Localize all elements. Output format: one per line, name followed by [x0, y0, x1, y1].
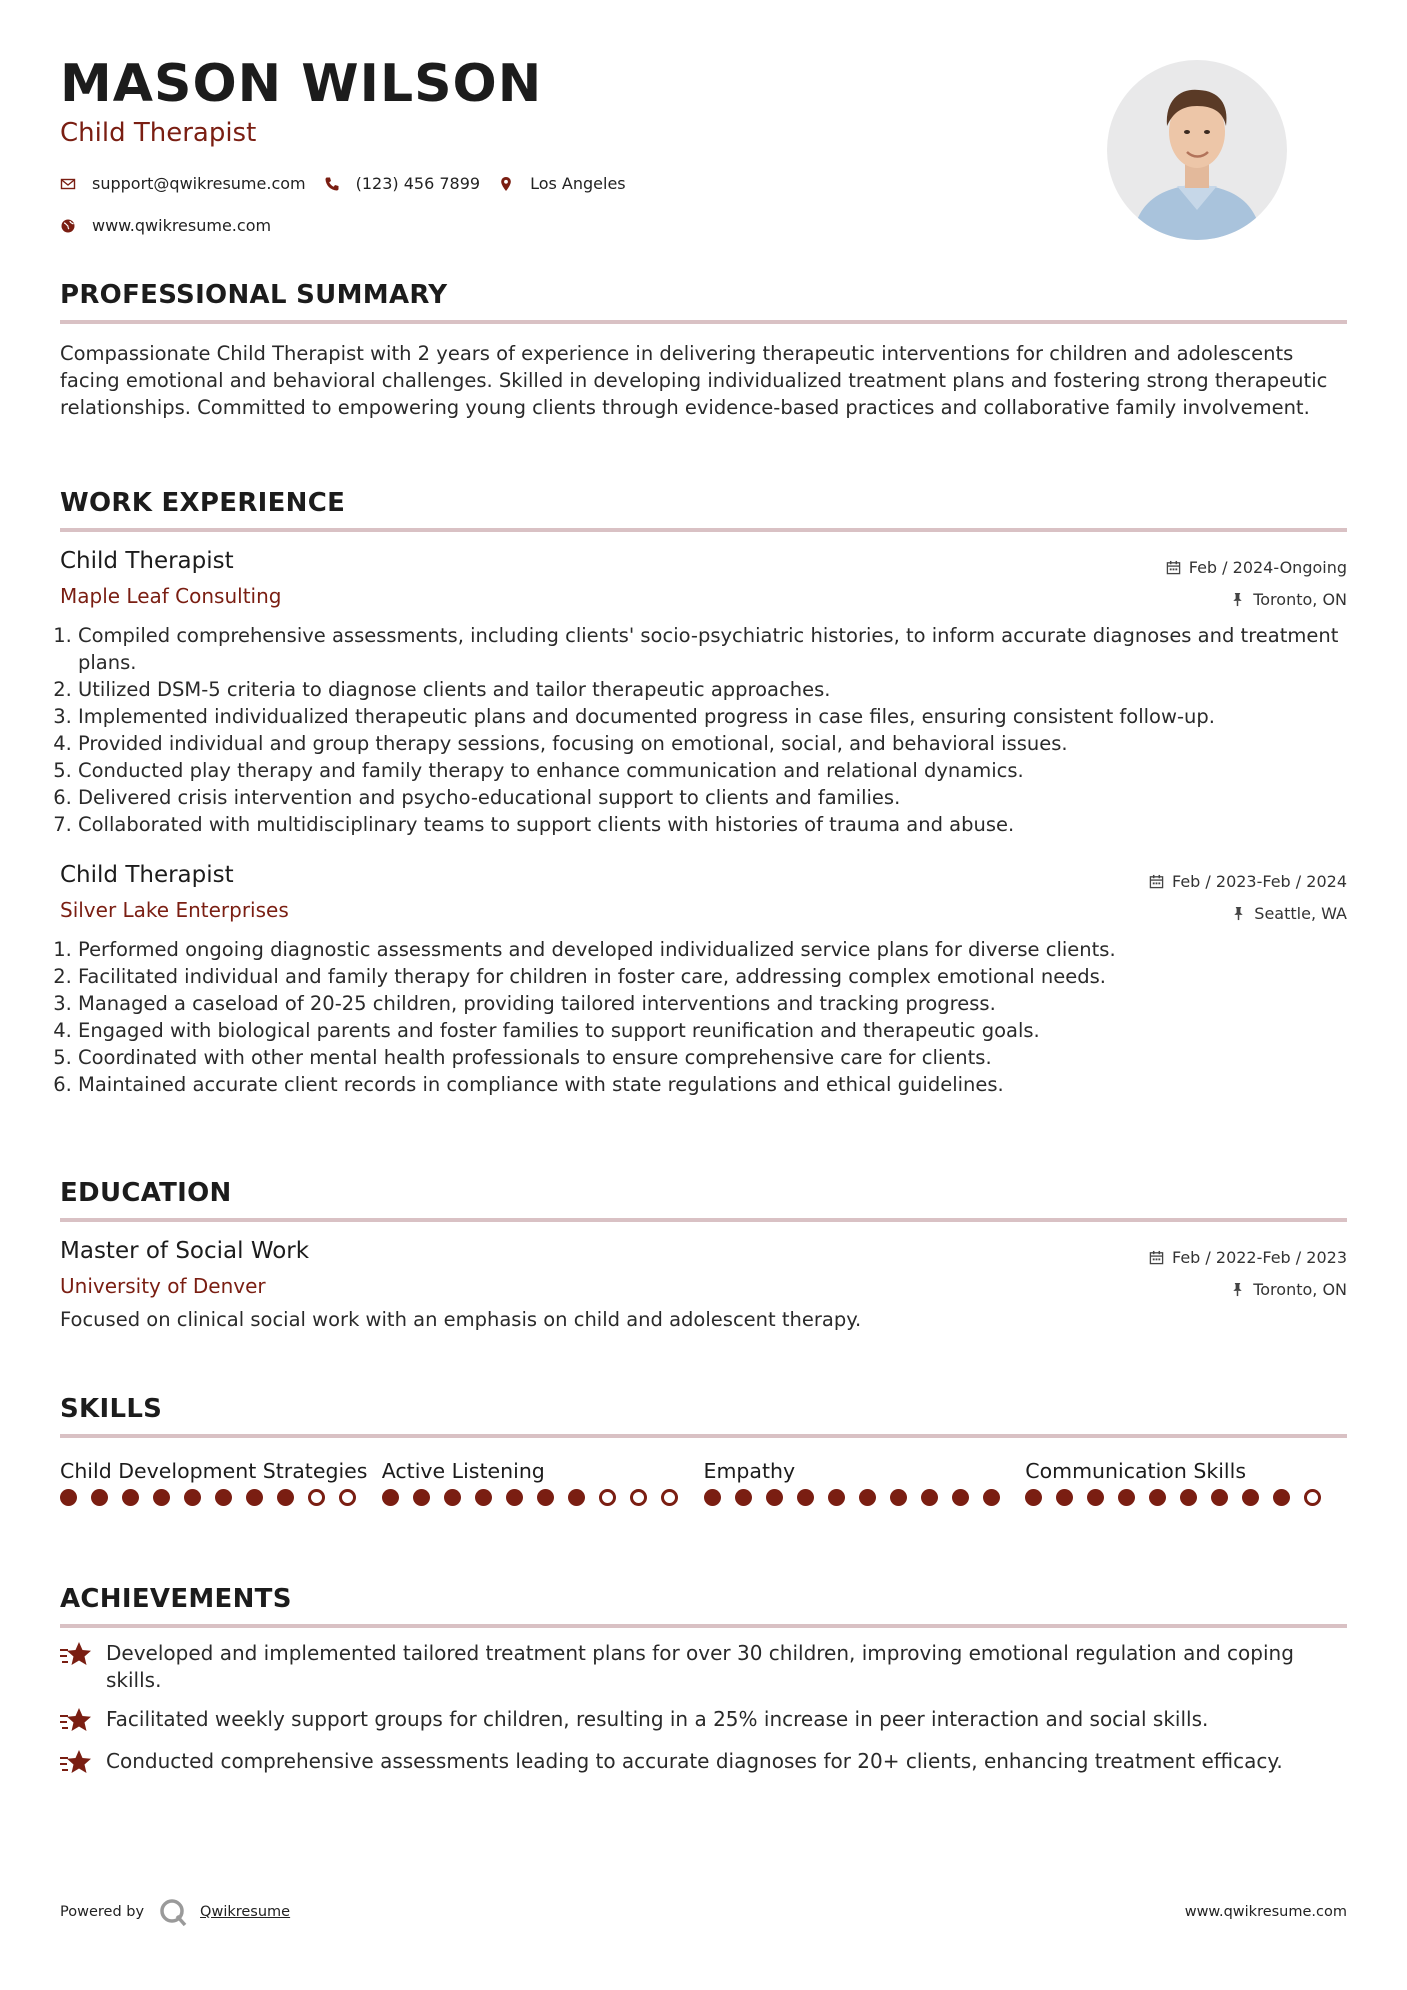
pushpin-icon	[1230, 1282, 1245, 1297]
contact-email[interactable]	[60, 174, 306, 193]
star-icon	[60, 1640, 92, 1670]
calendar-icon	[1166, 560, 1181, 575]
rating-dot-filled	[91, 1489, 108, 1506]
rating-dot-filled	[704, 1489, 721, 1506]
page-footer	[60, 1897, 1347, 1927]
calendar-icon	[1149, 1250, 1164, 1265]
rating-dot-filled	[1087, 1489, 1104, 1506]
powered-by-label: Powered by	[60, 1904, 145, 1920]
contact-location	[498, 174, 626, 193]
section-divider	[60, 1218, 1347, 1222]
education-description: Focused on clinical social work with an emphasis on child and adolescent therapy.	[60, 1308, 862, 1331]
rating-dot-filled	[537, 1489, 554, 1506]
rating-dot-filled	[1180, 1489, 1197, 1506]
rating-dot-filled	[184, 1489, 201, 1506]
section-divider	[60, 1624, 1347, 1628]
rating-dot-filled	[215, 1489, 232, 1506]
job-bullet: 2. Facilitated individual and family therapy for children in foster care, addressing complex emotional needs.	[78, 963, 1347, 990]
rating-dot-filled	[1149, 1489, 1166, 1506]
rating-dot-filled	[1273, 1489, 1290, 1506]
job-bullets	[60, 936, 1347, 1098]
skill-name: Empathy	[703, 1459, 796, 1483]
education-dates	[1149, 1248, 1347, 1267]
job-bullet: 5. Coordinated with other mental health professionals to ensure comprehensive care for clients.	[78, 1044, 1347, 1071]
rating-dot-empty	[630, 1489, 647, 1506]
job-entry	[60, 862, 1347, 1098]
envelope-icon	[60, 176, 76, 192]
rating-dot-filled	[506, 1489, 523, 1506]
job-location	[1231, 904, 1347, 923]
contact-phone[interactable]	[324, 174, 480, 193]
skills-heading: SKILLS	[60, 1394, 163, 1424]
skill-rating	[60, 1489, 382, 1506]
education-location-text: Toronto, ON	[1253, 1280, 1347, 1299]
rating-dot-filled	[568, 1489, 585, 1506]
skill-item	[382, 1458, 704, 1506]
achievement-item	[60, 1640, 1347, 1694]
star-icon	[60, 1748, 92, 1778]
rating-dot-filled	[859, 1489, 876, 1506]
calendar-icon	[1149, 874, 1164, 889]
rating-dot-filled	[60, 1489, 77, 1506]
rating-dot-filled	[983, 1489, 1000, 1506]
education-location	[1230, 1280, 1347, 1299]
section-divider	[60, 320, 1347, 324]
skill-rating	[704, 1489, 1026, 1506]
resume-header	[60, 0, 1347, 250]
skill-rating	[1025, 1489, 1347, 1506]
achievement-text: Developed and implemented tailored treatment plans for over 30 children, improving emotional regulation and coping skills.	[106, 1641, 1294, 1692]
job-bullet: 3. Managed a caseload of 20-25 children, providing tailored interventions and tracking progress.	[78, 990, 1347, 1017]
job-dates	[1149, 872, 1347, 891]
rating-dot-filled	[1242, 1489, 1259, 1506]
contact-row-website	[60, 216, 289, 235]
rating-dot-empty	[308, 1489, 325, 1506]
summary-heading: PROFESSIONAL SUMMARY	[60, 280, 448, 310]
location-text: Los Angeles	[530, 174, 626, 193]
skill-rating	[382, 1489, 704, 1506]
profile-photo	[1107, 60, 1287, 240]
phone-icon	[324, 176, 340, 192]
skill-name: Active Listening	[381, 1459, 545, 1483]
pushpin-icon	[1231, 906, 1246, 921]
education-heading: EDUCATION	[60, 1178, 232, 1208]
candidate-name: MASON WILSON	[60, 54, 543, 114]
job-bullet: 1. Performed ongoing diagnostic assessments and developed individualized service plans for diverse clients.	[78, 936, 1347, 963]
job-bullet: 5. Conducted play therapy and family therapy to enhance communication and relational dynamics.	[78, 757, 1347, 784]
rating-dot-filled	[475, 1489, 492, 1506]
rating-dot-filled	[1025, 1489, 1042, 1506]
job-location-text: Toronto, ON	[1253, 590, 1347, 609]
skills-section	[60, 1394, 1347, 1506]
profile-photo-illustration	[1107, 60, 1287, 240]
achievement-text: Facilitated weekly support groups for children, resulting in a 25% increase in peer interaction and social skills.	[106, 1707, 1209, 1731]
website-text: www.qwikresume.com	[92, 216, 272, 235]
job-bullet: 7. Collaborated with multidisciplinary teams to support clients with histories of trauma and abuse.	[78, 811, 1347, 838]
job-bullet: 4. Provided individual and group therapy sessions, focusing on emotional, social, and behavioral issues.	[78, 730, 1347, 757]
qwikresume-logo-icon	[158, 1897, 188, 1927]
rating-dot-filled	[1118, 1489, 1135, 1506]
summary-text: Compassionate Child Therapist with 2 years of experience in delivering therapeutic interventions for children and adolescents facing emotional and behavioral challenges. Skilled in developing individualized treatment plans and fostering strong therapeutic relationships. Committed to empowering young clients through evidence-based practices and collaborative family involvement.	[60, 342, 1328, 419]
job-location-text: Seattle, WA	[1254, 904, 1347, 923]
contact-website[interactable]	[60, 216, 271, 235]
achievements-section	[60, 1584, 1347, 1778]
rating-dot-filled	[735, 1489, 752, 1506]
rating-dot-filled	[797, 1489, 814, 1506]
job-entry	[60, 548, 1347, 838]
job-bullets	[60, 622, 1347, 838]
job-role: Child Therapist	[60, 548, 234, 574]
map-pin-icon	[498, 176, 514, 192]
school: University of Denver	[60, 1274, 266, 1298]
job-dates-text: Feb / 2024-Ongoing	[1188, 558, 1347, 577]
education-entry	[60, 1238, 1347, 1333]
rating-dot-filled	[890, 1489, 907, 1506]
job-dates-text: Feb / 2023-Feb / 2024	[1172, 872, 1347, 891]
rating-dot-filled	[952, 1489, 969, 1506]
achievement-text: Conducted comprehensive assessments leading to accurate diagnoses for 20+ clients, enhancing treatment efficacy.	[106, 1749, 1283, 1773]
job-role: Child Therapist	[60, 862, 234, 888]
brand-link[interactable]: Qwikresume	[200, 1904, 291, 1920]
rating-dot-empty	[661, 1489, 678, 1506]
job-company: Silver Lake Enterprises	[60, 898, 289, 922]
rating-dot-filled	[413, 1489, 430, 1506]
job-bullet: 6. Maintained accurate client records in compliance with state regulations and ethical guidelines.	[78, 1071, 1347, 1098]
skill-name: Child Development Strategies	[60, 1459, 368, 1483]
rating-dot-empty	[599, 1489, 616, 1506]
rating-dot-filled	[122, 1489, 139, 1506]
globe-icon	[60, 218, 76, 234]
degree: Master of Social Work	[60, 1238, 310, 1264]
skills-list	[60, 1458, 1347, 1506]
job-bullet: 4. Engaged with biological parents and foster families to support reunification and therapeutic goals.	[78, 1017, 1347, 1044]
rating-dot-filled	[921, 1489, 938, 1506]
powered-by	[60, 1897, 290, 1927]
achievements-list	[60, 1640, 1347, 1778]
rating-dot-empty	[1304, 1489, 1321, 1506]
rating-dot-filled	[828, 1489, 845, 1506]
rating-dot-filled	[153, 1489, 170, 1506]
experience-section	[60, 488, 1347, 1098]
skill-item	[60, 1458, 382, 1506]
achievement-item	[60, 1748, 1347, 1778]
rating-dot-filled	[382, 1489, 399, 1506]
job-bullet: 1. Compiled comprehensive assessments, including clients' socio-psychiatric histories, to inform accurate diagnoses and treatment plans.	[78, 622, 1347, 676]
rating-dot-filled	[766, 1489, 783, 1506]
summary-section	[60, 280, 1347, 421]
job-company: Maple Leaf Consulting	[60, 584, 282, 608]
job-bullet: 2. Utilized DSM-5 criteria to diagnose clients and tailor therapeutic approaches.	[78, 676, 1347, 703]
experience-heading: WORK EXPERIENCE	[60, 488, 346, 518]
rating-dot-filled	[1056, 1489, 1073, 1506]
rating-dot-filled	[246, 1489, 263, 1506]
achievement-item	[60, 1706, 1347, 1736]
job-bullet: 3. Implemented individualized therapeutic plans and documented progress in case files, ensuring consistent follow-up.	[78, 703, 1347, 730]
skill-name: Communication Skills	[1025, 1459, 1246, 1483]
skill-item	[704, 1458, 1026, 1506]
job-dates	[1166, 558, 1347, 577]
education-dates-text: Feb / 2022-Feb / 2023	[1172, 1248, 1347, 1267]
star-icon	[60, 1706, 92, 1736]
pushpin-icon	[1230, 592, 1245, 607]
rating-dot-filled	[277, 1489, 294, 1506]
section-divider	[60, 1434, 1347, 1438]
rating-dot-filled	[1211, 1489, 1228, 1506]
skill-item	[1025, 1458, 1347, 1506]
job-bullet: 6. Delivered crisis intervention and psycho-educational support to clients and families.	[78, 784, 1347, 811]
rating-dot-filled	[444, 1489, 461, 1506]
email-text: support@qwikresume.com	[92, 174, 306, 193]
job-location	[1230, 590, 1347, 609]
education-section	[60, 1178, 1347, 1333]
achievements-heading: ACHIEVEMENTS	[60, 1584, 292, 1614]
rating-dot-empty	[339, 1489, 356, 1506]
candidate-title: Child Therapist	[60, 118, 257, 148]
contact-row	[60, 174, 644, 193]
footer-url[interactable]: www.qwikresume.com	[1184, 1904, 1347, 1920]
phone-text: (123) 456 7899	[355, 174, 481, 193]
section-divider	[60, 528, 1347, 532]
